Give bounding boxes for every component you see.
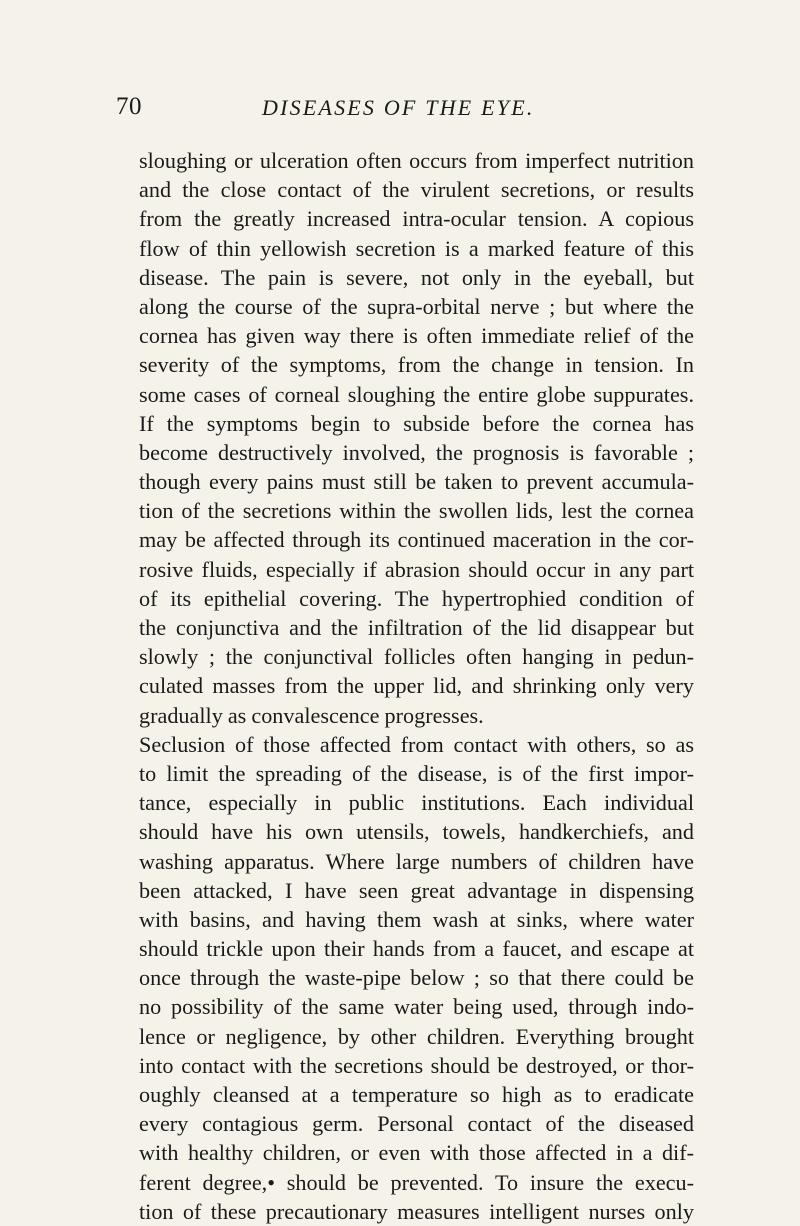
page-number: 70 <box>116 93 142 120</box>
text-line: washing apparatus. Where large numbers of children have <box>139 848 694 874</box>
text-line: should trickle upon their hands from a faucet, and escape at <box>139 936 694 962</box>
text-line: flow of thin yellowish secretion is a marked feature of this <box>139 235 694 261</box>
text-line: cornea has given way there is often immediate relief of the <box>139 323 694 349</box>
text-line: tance, especially in public institutions. Each individual <box>139 790 694 816</box>
text-line: though every pains must still be taken to prevent accumula- <box>139 469 694 495</box>
running-title: DISEASES OF THE EYE. <box>262 95 535 120</box>
text-line: Seclusion of those affected from contact with others, so as <box>139 731 694 757</box>
text-line: with basins, and having them wash at sinks, where water <box>139 906 694 932</box>
text-line: should have his own utensils, towels, handkerchiefs, and <box>139 819 694 845</box>
text-line: If the symptoms begin to subside before the cornea has <box>139 410 694 436</box>
text-line: along the course of the supra-orbital nerve ; but where the <box>139 293 694 319</box>
text-line: into contact with the secretions should be destroyed, or thor- <box>139 1052 694 1078</box>
text-line: been attacked, I have seen great advantage in dispensing <box>139 877 694 903</box>
text-line: slowly ; the conjunctival follicles often hanging in pedun- <box>139 644 694 670</box>
text-line: oughly cleansed at a temperature so high as to eradicate <box>139 1082 694 1107</box>
text-line: lence or negligence, by other children. Everything brought <box>139 1023 694 1049</box>
text-line: the conjunctiva and the infiltration of the lid disappear but <box>139 615 694 640</box>
text-line: some cases of corneal sloughing the entire globe suppurates. <box>139 381 694 407</box>
text-line: and the close contact of the virulent secretions, or results <box>139 177 694 203</box>
text-line: culated masses from the upper lid, and shrinking only very <box>139 673 694 699</box>
text-line: tion of these precautionary measures intelligent nurses only <box>139 1198 694 1224</box>
text-line: of its epithelial covering. The hypertrophied condition of <box>139 585 694 611</box>
text-line: tion of the secretions within the swollen lids, lest the cornea <box>139 498 694 524</box>
text-line: to limit the spreading of the disease, is of the first impor- <box>139 760 694 786</box>
text-line: may be affected through its continued maceration in the cor- <box>139 527 694 553</box>
text-line: rosive fluids, especially if abrasion should occur in any part <box>139 556 694 582</box>
text-line: severity of the symptoms, from the change in tension. In <box>139 352 694 378</box>
body-text <box>139 146 694 1226</box>
text-line: become destructively involved, the prognosis is favorable ; <box>139 439 694 465</box>
text-line: disease. The pain is severe, not only in the eyeball, but <box>139 264 694 290</box>
running-head <box>0 93 800 133</box>
text-line: gradually as convalescence progresses. <box>139 702 484 728</box>
text-line: sloughing or ulceration often occurs from imperfect nutrition <box>139 148 694 173</box>
text-line: no possibility of the same water being used, through indo- <box>139 994 694 1020</box>
text-line: ferent degree,• should be prevented. To insure the execu- <box>139 1169 694 1195</box>
text-line: every contagious germ. Personal contact of the diseased <box>139 1111 694 1137</box>
text-line: from the greatly increased intra-ocular tension. A copious <box>139 206 694 232</box>
text-line: with healthy children, or even with those affected in a dif- <box>139 1140 694 1166</box>
text-line: once through the waste-pipe below ; so that there could be <box>139 965 694 991</box>
